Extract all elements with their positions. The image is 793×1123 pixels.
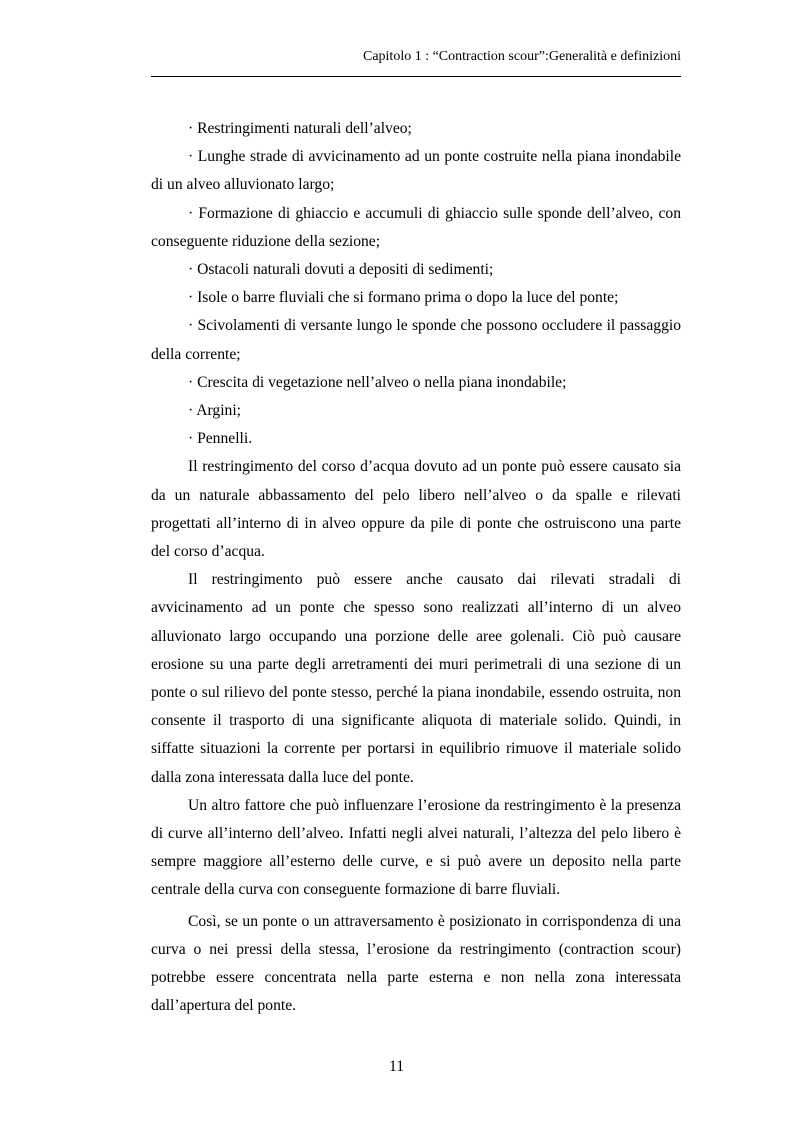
list-item: · Lunghe strade di avvicinamento ad un ponte costruite nella piana inondabile di un alveo alluvionato largo;	[151, 148, 681, 194]
running-header: Capitolo 1 : “Contraction scour”:Generalità e definizioni	[362, 49, 681, 64]
list-item: · Formazione di ghiaccio e accumuli di ghiaccio sulle sponde dell’alveo, con conseguente riduzione della sezione;	[151, 204, 681, 250]
list-item: · Scivolamenti di versante lungo le sponde che possono occludere il passaggio della corrente;	[151, 317, 681, 363]
page-body	[151, 115, 681, 1021]
body-paragraph: Un altro fattore che può influenzare l’erosione da restringimento è la presenza di curve all’interno dell’alveo. Infatti negli alvei naturali, l’altezza del pelo libero è sempre maggiore all’esterno delle curve, e si può avere un deposito nella parte centrale della curva con conseguente formazione di barre fluviali.	[151, 796, 681, 899]
list-item: · Crescita di vegetazione nell’alveo o nella piana inondabile;	[188, 373, 567, 391]
body-paragraph: Il restringimento può essere anche causato dai rilevati stradali di avvicinamento ad un ponte che spesso sono realizzati all’interno di un alveo alluvionato largo occupando una porzione delle aree golenali. Ciò può causare erosione su una parte degli arretramenti dei muri perimetrali di una sezione di un ponte o sul rilievo del ponte stesso, perché la piana inondabile, essendo ostruita, non consente il trasporto di una significante aliquota di materiale solido. Quindi, in siffatte situazioni la corrente per portarsi in equilibrio rimuove il materiale solido dalla zona interessata dalla luce del ponte.	[151, 571, 681, 786]
page-number: 11	[388, 1058, 404, 1075]
body-paragraph: Così, se un ponte o un attraversamento è posizionato in corrispondenza di una curva o nei pressi della stessa, l’erosione da restringimento (contraction scour) potrebbe essere concentrata nella parte esterna e non nella zona interessata dall’apertura del ponte.	[151, 912, 681, 1015]
list-item: · Ostacoli naturali dovuti a depositi di sedimenti;	[188, 261, 494, 279]
list-item: · Argini;	[188, 402, 241, 420]
body-paragraph: Il restringimento del corso d’acqua dovuto ad un ponte può essere causato sia da un naturale abbassamento del pelo libero nell’alveo o da spalle e rilevati progettati all’interno di in alveo oppure da pile di ponte che ostruiscono una parte del corso d’acqua.	[151, 458, 681, 561]
header-divider	[151, 76, 681, 77]
list-item: · Restringimenti naturali dell’alveo;	[188, 120, 412, 137]
list-item: · Pennelli.	[188, 430, 253, 448]
list-item: · Isole o barre fluviali che si formano prima o dopo la luce del ponte;	[188, 289, 619, 307]
